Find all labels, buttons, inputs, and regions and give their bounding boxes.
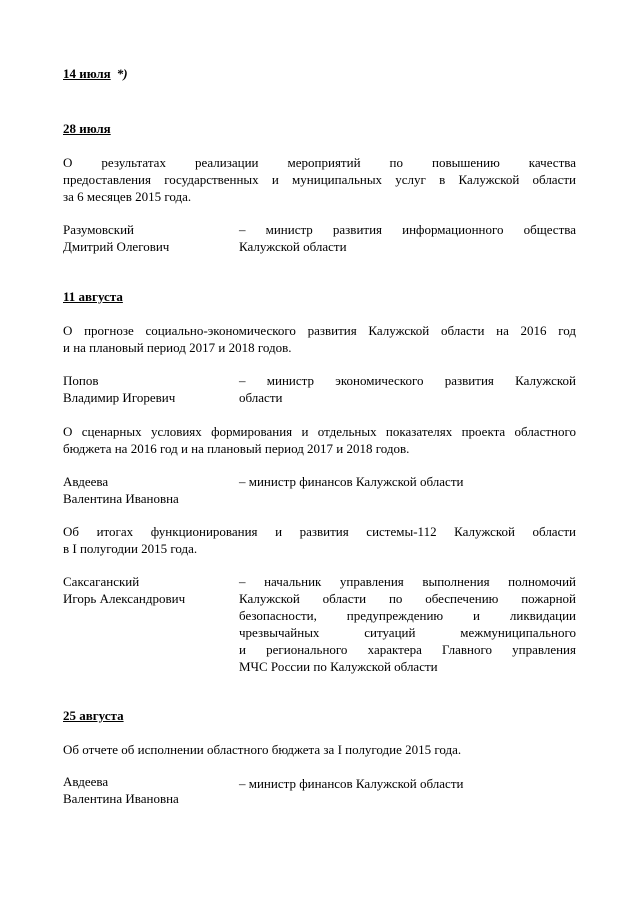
section-date-heading bbox=[63, 121, 111, 137]
speaker-surname: Разумовский bbox=[63, 222, 134, 237]
date-label: 14 июля bbox=[63, 66, 111, 81]
role-line: – министр финансов Калужской области bbox=[239, 776, 464, 791]
speaker-surname: Авдеева bbox=[63, 474, 109, 489]
date-label: 11 августа bbox=[63, 289, 123, 304]
section-date-heading bbox=[63, 289, 123, 305]
role-line: и регионального характера Главного управления bbox=[239, 642, 576, 657]
role-line: Калужской области по обеспечению пожарной bbox=[239, 591, 576, 606]
speaker-given-name: Дмитрий Олегович bbox=[63, 239, 170, 254]
speaker-surname: Попов bbox=[63, 373, 99, 388]
section-date-heading bbox=[63, 708, 124, 724]
speaker-role bbox=[239, 473, 576, 490]
section-date-heading bbox=[63, 66, 128, 82]
agenda-topic bbox=[63, 154, 576, 205]
topic-line: О результатах реализации мероприятий по повышению качества bbox=[63, 155, 576, 170]
speaker-given-name: Игорь Александрович bbox=[63, 591, 186, 606]
topic-line: предоставления государственных и муниципальных услуг в Калужской области bbox=[63, 172, 576, 187]
speaker-role bbox=[239, 372, 576, 406]
speaker-name bbox=[63, 221, 169, 255]
footnote-mark: *) bbox=[116, 66, 128, 81]
speaker-surname: Саксаганский bbox=[63, 574, 140, 589]
speaker-given-name: Владимир Игоревич bbox=[63, 390, 176, 405]
agenda-topic bbox=[63, 741, 576, 758]
date-label: 28 июля bbox=[63, 121, 111, 136]
topic-line: О прогнозе социально-экономического развития Калужской области на 2016 год bbox=[63, 323, 576, 338]
agenda-topic bbox=[63, 423, 576, 457]
speaker-given-name: Валентина Ивановна bbox=[63, 491, 179, 506]
topic-line: Об итогах функционирования и развития системы-112 Калужской области bbox=[63, 524, 576, 539]
topic-line: за 6 месяцев 2015 года. bbox=[63, 189, 192, 204]
topic-line: Об отчете об исполнении областного бюджета за I полугодие 2015 года. bbox=[63, 742, 462, 757]
role-line: чрезвычайных ситуаций межмуниципального bbox=[239, 625, 576, 640]
date-label: 25 августа bbox=[63, 708, 124, 723]
role-line: области bbox=[239, 390, 283, 405]
speaker-role bbox=[239, 775, 576, 792]
role-line: МЧС России по Калужской области bbox=[239, 659, 438, 674]
speaker-name bbox=[63, 773, 179, 807]
role-line: Калужской области bbox=[239, 239, 347, 254]
speaker-given-name: Валентина Ивановна bbox=[63, 791, 179, 806]
topic-line: и на плановый период 2017 и 2018 годов. bbox=[63, 340, 292, 355]
role-line: – министр развития информационного общества bbox=[239, 222, 576, 237]
speaker-name bbox=[63, 473, 179, 507]
role-line: – министр экономического развития Калужской bbox=[239, 373, 576, 388]
speaker-surname: Авдеева bbox=[63, 774, 109, 789]
role-line: – министр финансов Калужской области bbox=[239, 474, 464, 489]
speaker-role bbox=[239, 221, 576, 255]
role-line: – начальник управления выполнения полномочий bbox=[239, 574, 576, 589]
speaker-name bbox=[63, 573, 185, 607]
speaker-name bbox=[63, 372, 175, 406]
topic-line: О сценарных условиях формирования и отдельных показателях проекта областного bbox=[63, 424, 576, 439]
role-line: безопасности, предупреждению и ликвидации bbox=[239, 608, 576, 623]
topic-line: в I полугодии 2015 года. bbox=[63, 541, 198, 556]
topic-line: бюджета на 2016 год и на плановый период 2017 и 2018 годов. bbox=[63, 441, 410, 456]
speaker-role bbox=[239, 573, 576, 675]
agenda-topic bbox=[63, 322, 576, 356]
agenda-topic bbox=[63, 523, 576, 557]
